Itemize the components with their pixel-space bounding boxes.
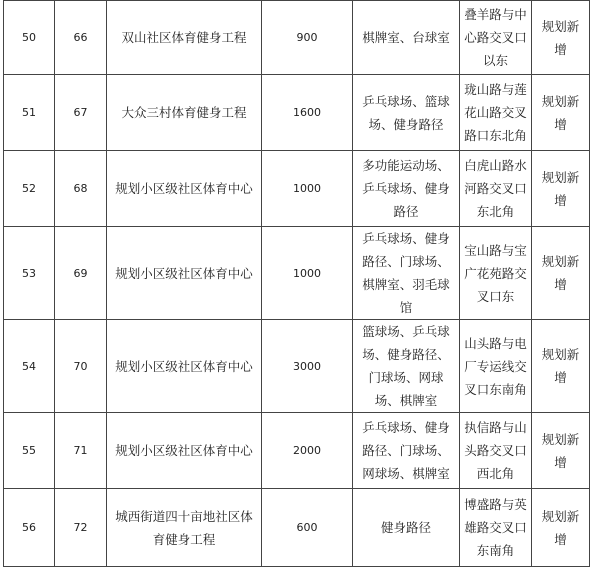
facilities-cell: 乒乓球场、篮球场、健身路径 <box>353 75 460 151</box>
name-cell: 规划小区级社区体育中心 <box>107 413 262 489</box>
location-cell: 宝山路与宝广花苑路交叉口东 <box>460 227 532 320</box>
facilities-cell: 棋牌室、台球室 <box>353 1 460 75</box>
name-cell: 大众三村体育健身工程 <box>107 75 262 151</box>
facilities-cell: 健身路径 <box>353 489 460 567</box>
no-cell: 71 <box>55 413 107 489</box>
no-cell: 67 <box>55 75 107 151</box>
area-cell: 2000 <box>262 413 353 489</box>
area-cell: 900 <box>262 1 353 75</box>
area-cell: 600 <box>262 489 353 567</box>
location-cell: 白虎山路水河路交叉口东北角 <box>460 151 532 227</box>
area-cell: 1000 <box>262 227 353 320</box>
seq-cell: 54 <box>4 320 55 413</box>
seq-cell: 53 <box>4 227 55 320</box>
no-cell: 70 <box>55 320 107 413</box>
status-cell: 规划新增 <box>532 320 590 413</box>
no-cell: 68 <box>55 151 107 227</box>
area-cell: 3000 <box>262 320 353 413</box>
name-cell: 城西街道四十亩地社区体育健身工程 <box>107 489 262 567</box>
facilities-cell: 乒乓球场、健身路径、门球场、棋牌室、羽毛球馆 <box>353 227 460 320</box>
facilities-cell: 乒乓球场、健身路径、门球场、网球场、棋牌室 <box>353 413 460 489</box>
status-cell: 规划新增 <box>532 1 590 75</box>
seq-cell: 51 <box>4 75 55 151</box>
table-row <box>4 489 590 567</box>
seq-cell: 56 <box>4 489 55 567</box>
name-cell: 规划小区级社区体育中心 <box>107 227 262 320</box>
table-row <box>4 320 590 413</box>
name-cell: 双山社区体育健身工程 <box>107 1 262 75</box>
status-cell: 规划新增 <box>532 227 590 320</box>
location-cell: 叠羊路与中心路交叉口以东 <box>460 1 532 75</box>
location-cell: 珑山路与莲花山路交叉路口东北角 <box>460 75 532 151</box>
location-cell: 执信路与山头路交叉口西北角 <box>460 413 532 489</box>
table-row <box>4 1 590 75</box>
no-cell: 72 <box>55 489 107 567</box>
no-cell: 69 <box>55 227 107 320</box>
area-cell: 1000 <box>262 151 353 227</box>
table-row <box>4 227 590 320</box>
name-cell: 规划小区级社区体育中心 <box>107 151 262 227</box>
seq-cell: 55 <box>4 413 55 489</box>
status-cell: 规划新增 <box>532 75 590 151</box>
location-cell: 山头路与电厂专运线交叉口东南角 <box>460 320 532 413</box>
name-cell: 规划小区级社区体育中心 <box>107 320 262 413</box>
seq-cell: 52 <box>4 151 55 227</box>
no-cell: 66 <box>55 1 107 75</box>
status-cell: 规划新增 <box>532 413 590 489</box>
location-cell: 博盛路与英雄路交叉口东南角 <box>460 489 532 567</box>
table-row <box>4 75 590 151</box>
table-row <box>4 413 590 489</box>
facilities-cell: 篮球场、乒乓球场、健身路径、门球场、网球场、棋牌室 <box>353 320 460 413</box>
facilities-cell: 多功能运动场、乒乓球场、健身路径 <box>353 151 460 227</box>
seq-cell: 50 <box>4 1 55 75</box>
table-row <box>4 151 590 227</box>
status-cell: 规划新增 <box>532 489 590 567</box>
area-cell: 1600 <box>262 75 353 151</box>
facility-table <box>3 0 590 567</box>
status-cell: 规划新增 <box>532 151 590 227</box>
